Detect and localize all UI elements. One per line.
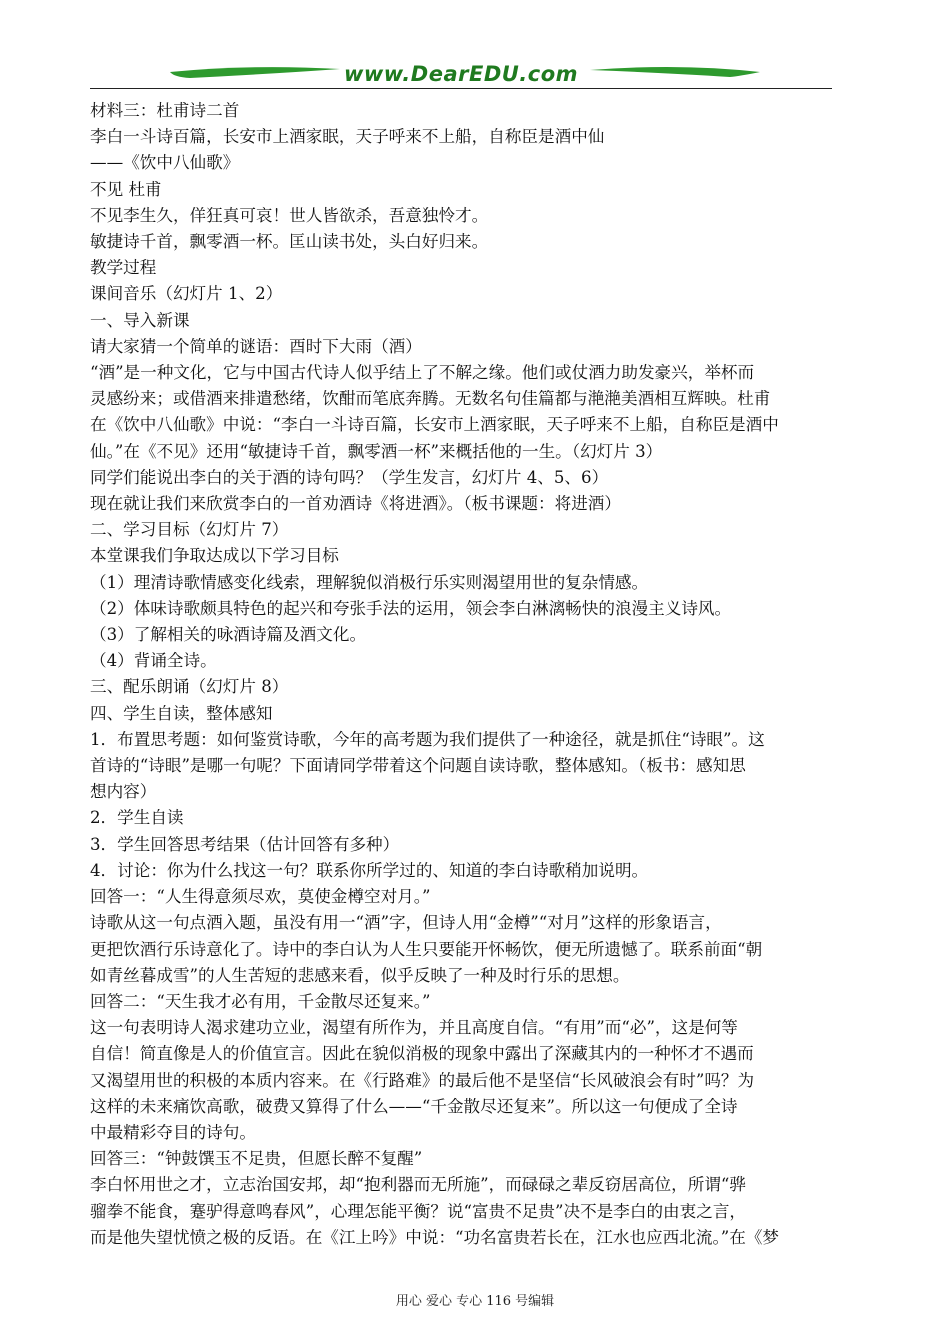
text-line: 又渴望用世的积极的本质内容来。在《行路难》的最后他不是坚信“长风破浪会有时”吗？为 bbox=[90, 1070, 755, 1090]
text-line: 李白一斗诗百篇，长安市上酒家眠，天子呼来不上船，自称臣是酒中仙 bbox=[90, 127, 605, 147]
header-rule bbox=[90, 88, 832, 89]
site-brand[interactable]: www.DearEDU.com bbox=[343, 62, 579, 86]
text-line: 三、配乐朗诵（幻灯片 8） bbox=[90, 677, 289, 697]
text-line: 四、学生自读，整体感知 bbox=[90, 703, 273, 723]
text-line: 诗歌从这一句点酒入题，虽没有用一“酒”字，但诗人用“金樽”“对月”这样的形象语言， bbox=[90, 913, 722, 933]
text-line: 同学们能说出李白的关于酒的诗句吗？（学生发言，幻灯片 4、5、6） bbox=[90, 467, 609, 487]
text-line: 中最精彩夺目的诗句。 bbox=[90, 1122, 256, 1142]
text-line: 骝拳不能食，蹇驴得意鸣春风”，心理怎能平衡？说“富贵不足贵”决不是李白的由衷之言， bbox=[90, 1201, 747, 1221]
text-line: 如青丝暮成雪”的人生苦短的悲感来看，似乎反映了一种及时行乐的思想。 bbox=[90, 965, 630, 985]
text-line: （3）了解相关的咏酒诗篇及酒文化。 bbox=[90, 625, 367, 645]
text-line: 首诗的“诗眼”是哪一句呢？下面请同学带着这个问题自读诗歌，整体感知。（板书：感知思 bbox=[90, 756, 746, 776]
text-line: 二、学习目标（幻灯片 7） bbox=[90, 520, 289, 540]
page-header bbox=[90, 58, 832, 92]
text-line: 回答二：“天生我才必有用，千金散尽还复来。” bbox=[90, 991, 431, 1011]
text-line: 这一句表明诗人渴求建功立业，渴望有所作为，并且高度自信。“有用”而“必”，这是何等 bbox=[90, 1018, 738, 1038]
text-line: 更把饮酒行乐诗意化了。诗中的李白认为人生只要能开怀畅饮，便无所遗憾了。联系前面“朝 bbox=[90, 939, 763, 959]
page-footer: 用心 爱心 专心 116 号编辑 bbox=[395, 1294, 555, 1309]
text-line: 不见 杜甫 bbox=[90, 179, 162, 199]
text-line: 仙。”在《不见》还用“敏捷诗千首，飘零酒一杯”来概括他的一生。（幻灯片 3） bbox=[90, 441, 663, 461]
text-line: 课间音乐（幻灯片 1、2） bbox=[90, 284, 283, 304]
text-line: 4．讨论：你为什么找这一句？联系你所学过的、知道的李白诗歌稍加说明。 bbox=[90, 860, 649, 880]
text-line: 不见李生久，佯狂真可哀！世人皆欲杀，吾意独怜才。 bbox=[90, 205, 489, 225]
text-line: 现在就让我们来欣赏李白的一首劝酒诗《将进酒》。（板书课题：将进酒） bbox=[90, 494, 621, 514]
text-line: 回答一：“人生得意须尽欢，莫使金樽空对月。” bbox=[90, 887, 431, 907]
text-line: （2）体味诗歌颇具特色的起兴和夸张手法的运用，领会李白淋漓畅快的浪漫主义诗风。 bbox=[90, 598, 732, 618]
text-line: 教学过程 bbox=[90, 258, 157, 278]
text-line: ——《饮中八仙歌》 bbox=[90, 153, 240, 173]
text-line: （4）背诵全诗。 bbox=[90, 651, 217, 671]
text-line: 在《饮中八仙歌》中说：“李白一斗诗百篇，长安市上酒家眠，天子呼来不上船，自称臣是酒中 bbox=[90, 415, 779, 435]
text-line: （1）理清诗歌情感变化线索，理解貌似消极行乐实则渴望用世的复杂情感。 bbox=[90, 572, 649, 592]
text-line: 请大家猜一个简单的谜语：酉时下大雨（酒） bbox=[90, 336, 422, 356]
text-line: 3．学生回答思考结果（估计回答有多种） bbox=[90, 834, 400, 854]
text-line: 一、导入新课 bbox=[90, 310, 190, 330]
text-line: 2．学生自读 bbox=[90, 808, 184, 828]
text-line: 材料三：杜甫诗二首 bbox=[90, 101, 240, 120]
text-line: “酒”是一种文化，它与中国古代诗人似乎结上了不解之缘。他们或仗酒力助发豪兴，举杯而 bbox=[90, 363, 755, 383]
text-line: 本堂课我们争取达成以下学习目标 bbox=[90, 546, 339, 566]
text-line: 而是他失望忧愤之极的反语。在《江上吟》中说：“功名富贵若长在，江水也应西北流。”在《梦 bbox=[90, 1227, 780, 1247]
text-line: 敏捷诗千首，飘零酒一杯。匡山读书处，头白好归来。 bbox=[90, 232, 489, 252]
text-line: 1．布置思考题：如何鉴赏诗歌，今年的高考题为我们提供了一种途径，就是抓住“诗眼”。这 bbox=[90, 729, 765, 749]
text-line: 这样的未来痛饮高歌，破费又算得了什么——“千金散尽还复来”。所以这一句便成了全诗 bbox=[90, 1096, 738, 1116]
text-line: 想内容） bbox=[90, 782, 157, 802]
text-line: 回答三：“钟鼓馔玉不足贵，但愿长醉不复醒” bbox=[90, 1149, 423, 1169]
document-body bbox=[90, 98, 842, 1251]
text-line: 李白怀用世之才，立志治国安邦，却“抱利器而无所施”，而碌碌之辈反窃居高位，所谓“骅 bbox=[90, 1175, 747, 1195]
text-line: 自信！简直像是人的价值宣言。因此在貌似消极的现象中露出了深藏其内的一种怀才不遇而 bbox=[90, 1044, 754, 1064]
text-line: 灵感纷来；或借酒来排遣愁绪，饮酣而笔底奔腾。无数名句佳篇都与滟滟美酒相互辉映。杜甫 bbox=[90, 389, 771, 409]
